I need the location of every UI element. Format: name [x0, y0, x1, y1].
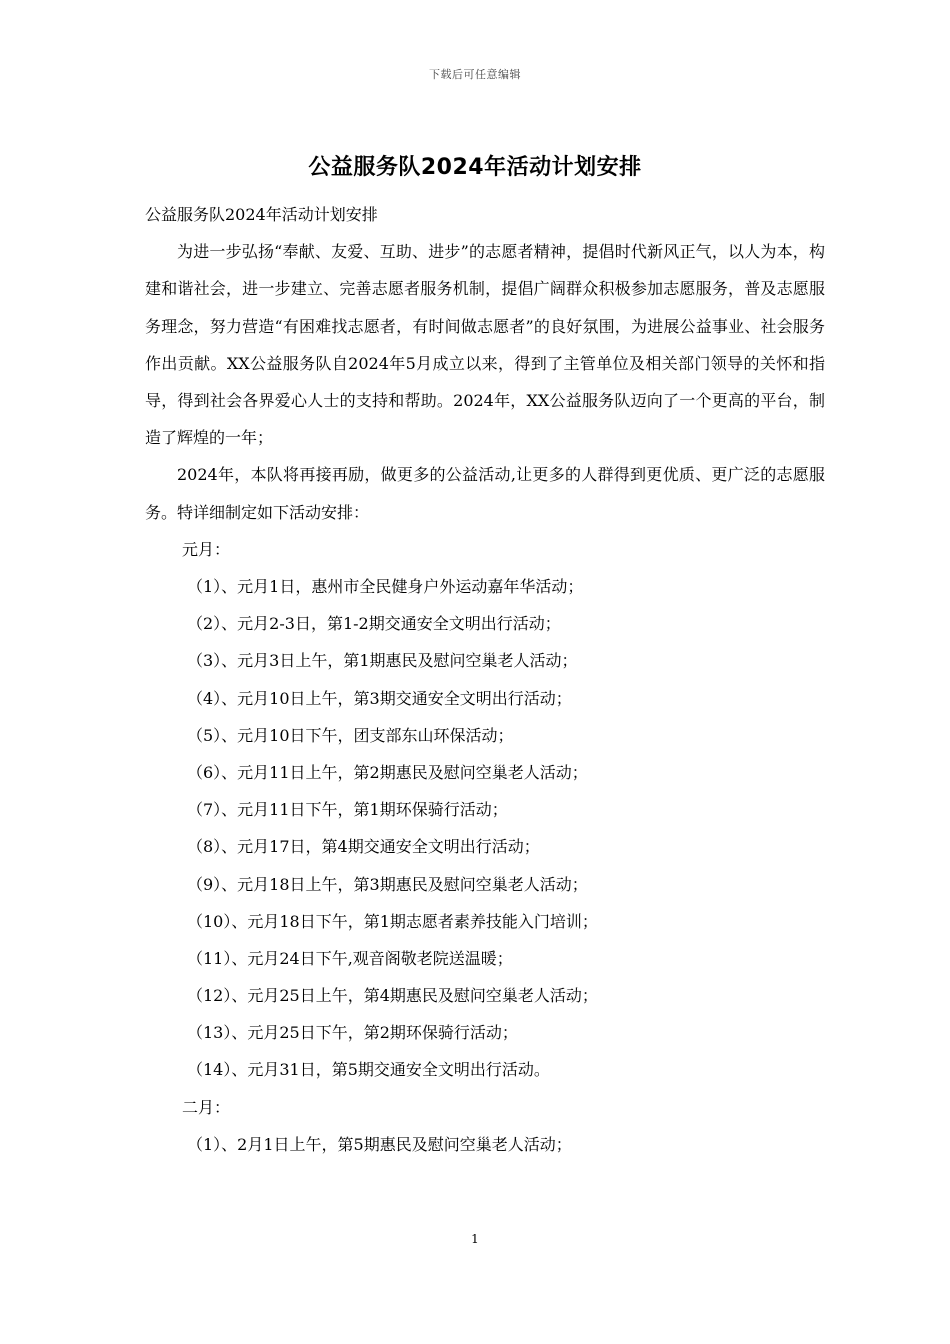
- list-item: （4）、元月10日上午，第3期交通安全文明出行活动；: [187, 688, 572, 708]
- list-item: （1）、2月1日上午，第5期惠民及慰问空巢老人活动；: [187, 1134, 572, 1154]
- list-item: （1）、元月1日，惠州市全民健身户外运动嘉年华活动；: [187, 577, 584, 596]
- list-item: （13）、元月25日下午，第2期环保骑行活动；: [187, 1023, 518, 1043]
- list-item: （2）、元月2-3日，第1-2期交通安全文明出行活动；: [187, 614, 561, 634]
- list-item: （11）、元月24日下午,观音阁敬老院送温暖；: [187, 948, 513, 968]
- month-section-february: [145, 1089, 825, 1163]
- list-item: （14）、元月31日，第5期交通安全文明出行活动。: [187, 1060, 550, 1080]
- document-body: [145, 196, 825, 1163]
- page-number: 1: [471, 1232, 479, 1246]
- intro-paragraph: 为进一步弘扬“奉献、友爱、互助、进步”的志愿者精神，提倡时代新风正气，以人为本，构建和谐社会，进一步建立、完善志愿者服务机制，提倡广阔群众积极参加志愿服务，普及志愿服务理念，努力营造“有困难找志愿者，有时间做志愿者”的良好氛围，为进展公益事业、社会服务作出贡献。XX公益服务队自2024年5月成立以来，得到了主管单位及相关部门领导的关怀和指导，得到社会各界爱心人士的支持和帮助。2024年，XX公益服务队迈向了一个更高的平台，制造了辉煌的一年；: [145, 242, 825, 448]
- list-item: （8）、元月17日，第4期交通安全文明出行活动；: [187, 837, 540, 857]
- list-item: （10）、元月18日下午，第1期志愿者素养技能入门培训；: [187, 911, 598, 931]
- list-item: （3）、元月3日上午，第1期惠民及慰问空巢老人活动；: [187, 651, 578, 671]
- list-item: （9）、元月18日上午，第3期惠民及慰问空巢老人活动；: [187, 874, 588, 894]
- subtitle: 公益服务队2024年活动计划安排: [145, 205, 378, 224]
- list-item: （6）、元月11日上午，第2期惠民及慰问空巢老人活动；: [187, 762, 588, 782]
- list-item: （5）、元月10日下午，团支部东山环保活动；: [187, 725, 514, 745]
- month-section-january: [145, 531, 825, 1089]
- plan-paragraph: 2024年，本队将再接再励，做更多的公益活动,让更多的人群得到更优质、更广泛的志愿服务。特详细制定如下活动安排：: [145, 465, 825, 522]
- month-heading: 元月：: [182, 539, 231, 559]
- list-item: （7）、元月11日下午，第1期环保骑行活动；: [187, 800, 508, 820]
- header-note: 下载后可任意编辑: [429, 68, 521, 81]
- document-title: 公益服务队2024年活动计划安排: [308, 155, 642, 180]
- month-heading: 二月：: [182, 1097, 231, 1117]
- list-item: （12）、元月25日上午，第4期惠民及慰问空巢老人活动；: [187, 986, 598, 1006]
